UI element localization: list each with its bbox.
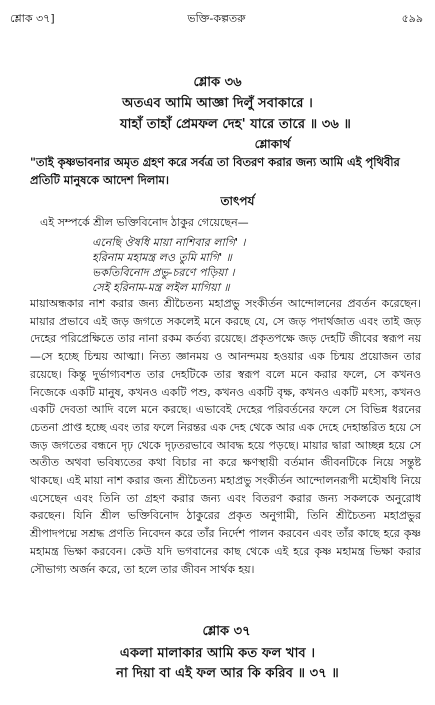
verse-36-line-1: অতএব আমি আজ্ঞা দিলুঁ সবাকারে । <box>122 96 313 111</box>
song-line-4: সেই হরিনাম-মন্ত্র লইল মাগিয়া ॥ <box>92 281 230 294</box>
song-line-2: হরিনাম মহামন্ত্র লও তুমি মাগি' ॥ <box>92 251 232 264</box>
header-book-title: ভক্তি-কল্পতরু <box>187 12 246 25</box>
song-line-1: এনেছি ঔষধি মায়া নাশিবার লাগি' । <box>92 236 246 249</box>
translation-label: শ্লোকার্থ <box>254 137 291 151</box>
verse-36-line-2: যাহাঁ তাহাঁ প্রেমফল দেহ' যারে তারে ॥ ৩৬ ॥ <box>120 117 351 132</box>
purport-body: মায়াঅন্ধকার নাশ করার জন্য শ্রীচৈতন্য মহাপ্রভু সংকীর্তন আন্দোলনের প্রবর্তন করেছেন। মায়ার প্রভাবে এই জড় জগতে সকলেই মনে করছে যে, সে জড় পদার্থজাত এবং তাই জড় দেহের পরিপ্রেক্ষিতে তার নানা রকম কর্তব্য রয়েছে। প্রকৃতপক্ষে জড় দেহটি জীবের স্বরূপ নয়—সে হচ্ছে চিন্ময় আত্মা। নিত্য জ্ঞানময় ও আনন্দময় হওয়ার এক চিন্ময় প্রয়োজন তার রয়েছে। কিন্তু দুর্ভাগ্যবশত তার দেহটিকে তার স্বরূপ বলে মনে করার ফলে, সে কখনও নিজেকে একটি মানুষ, কখনও একটি পশু, কখনও একটি বৃক্ষ, কখনও একটি মৎস্য, কখনও একটি দেবতা আদি বলে মনে করছে। এভাবেই দেহের পরিবর্তনের ফলে সে বিভিন্ন ধরনের চেতনা প্রাপ্ত হচ্ছে এবং তার ফলে নিরন্তর এক দেহ থেকে আর এক দেহে দেহান্তরিত হয়ে সে জড় জগতের বন্ধনে দৃঢ় থেকে দৃঢ়তরভাবে আবদ্ধ হয়ে পড়ছে। মায়ার দ্বারা আচ্ছন্ন হয়ে সে অতীত অথবা ভবিষ্যতের কথা বিচার না করে ক্ষণস্থায়ী বর্তমান জীবনটিকে নিয়ে সন্তুষ্ট থাকছে। এই মায়া নাশ করার জন্য শ্রীচৈতন্য মহাপ্রভু সংকীর্তন আন্দোলনরূপী মহৌষধি নিয়ে এসেছেন এবং তিনি তা গ্রহণ করার জন্য এবং বিতরণ করার জন্য সকলকে অনুরোধ করছেন। যিনি শ্রীল ভক্তিবিনোদ ঠাকুরের প্রকৃত অনুগামী, তিনি শ্রীচৈতন্য মহাপ্রভুর শ্রীপাদপদ্মে সশ্রদ্ধ প্রণতি নিবেদন করে তাঁর নির্দেশ পালন করবেন এবং তাঁর কাছে হরে কৃষ্ণ মহামন্ত্র ভিক্ষা করবেন। কেউ যদি ভগবানের কাছ থেকে এই হরে কৃষ্ণ মহামন্ত্র ভিক্ষা করার সৌভাগ্য অর্জন করে, তা হলে তার জীবন সার্থক হয়। <box>30 297 421 576</box>
translation-text: "তাই কৃষ্ণভাবনার অমৃত গ্রহণ করে সর্বত্র তা বিতরণ করার জন্য আমি এই পৃথিবীর প্রতিটি মানুষকে আদেশ দিলাম। <box>30 155 400 187</box>
page-number: ৫৯৯ <box>401 12 423 25</box>
header-verse-ref: শ্লোক ৩৭] <box>10 12 55 25</box>
running-header <box>10 10 423 26</box>
verse-37-line-1: একলা মালাকার আমি কত ফল খাব । <box>119 646 316 661</box>
verse-37-title: শ্লোক ৩৭ <box>202 624 251 639</box>
song-line-3: ভকতিবিনোদ প্রভু-চরণে পড়িয়া । <box>92 266 235 279</box>
verse-36-title: শ্লোক ৩৬ <box>193 75 242 90</box>
purport-intro: এই সম্পর্কে শ্রীল ভক্তিবিনোদ ঠাকুর গেয়েছেন— <box>40 216 249 229</box>
purport-label: তাৎপর্য <box>220 194 255 208</box>
verse-37-line-2: না দিয়া বা এই ফল আর কি করিব ॥ ৩৭ ॥ <box>116 666 339 681</box>
